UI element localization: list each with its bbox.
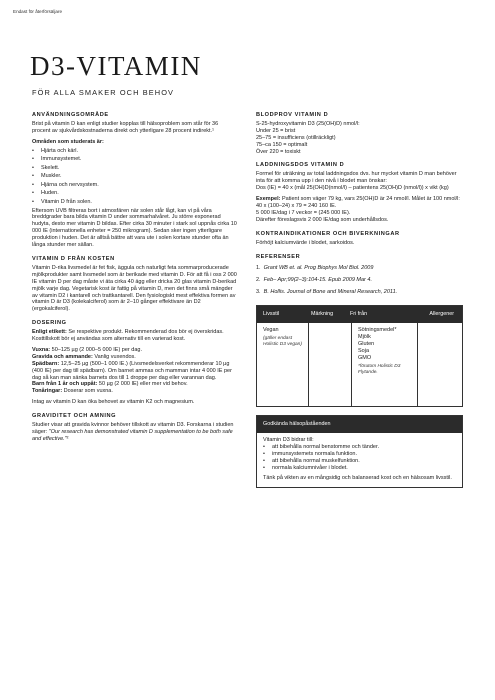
retailer-notice: Endast för återförsäljare <box>13 9 63 14</box>
claims-outro: Tänk på vikten av en mångsidig och balanserad kost och en hälsosam livsstil. <box>263 474 452 481</box>
dosage-label-body: Se respektive produkt. Rekommenderad dos bör ej överskridas. Kosttillskott bör ej användas som alternativ till en varierad kost. <box>32 329 224 343</box>
table-row <box>257 323 462 406</box>
contra-section <box>256 231 463 247</box>
reference-text: Grant WB et. al. Prog Biophys Mol Biol. 2009 <box>263 265 374 272</box>
bloodtest-heading: BLODPROV VITAMIN D <box>256 112 329 118</box>
page-title: D3-VITAMIN <box>30 51 202 81</box>
health-claims-box <box>256 415 463 487</box>
loading-text: Formel för uträkning av total laddningsdos dvs. hur mycket vitamin D man behöver inta för att komma upp i den nivå i blodet man önskar: <box>256 171 457 185</box>
contra-heading: KONTRAINDIKATIONER OCH BIVERKNINGAR <box>256 230 400 237</box>
right-column <box>256 112 463 488</box>
dosage-row-text: 50–125 µg (2 000–5 000 IE) per dag. <box>50 346 142 353</box>
reference-number: 2. <box>256 277 261 284</box>
calc-line: 5 000 IE/dag i 7 veckor = (245 000 IE). <box>256 209 351 216</box>
loading-example <box>256 196 463 203</box>
uvb-text: Eftersom UVB filtreras bort i atmosfären när solen står lågt, kan vi på våra breddgrader bara bilda vitamin D under sommarhalvåret. Ju större exponerad hudyta, desto mer vitamin D bildas. Efter cirka 30 minuter i stark sol uppnås cirka 10 000 IE (internationella enheter = 250 mikrogram). Sedan sker ingen ytterligare produktion i huden. Det är alltså bättre att vara ute i solen kortare stunder ofta än långa stunder mer sällan. <box>32 207 237 249</box>
dosage-rows <box>32 347 238 395</box>
free-from-item: GMO <box>358 354 372 361</box>
bloodtest-line: Under 25 = brist <box>256 127 296 134</box>
dosage-row-label: Gravida och ammande: <box>32 353 93 360</box>
loading-heading: LADDNINGSDOS VITAMIN D <box>256 162 345 169</box>
page-subtitle: FÖR ALLA SMAKER OCH BEHOV <box>32 88 175 97</box>
table-header <box>257 306 462 323</box>
health-claims-body <box>257 433 462 486</box>
dosage-row-text: Doserar som vuxna. <box>62 388 113 395</box>
dosage-row <box>32 361 238 382</box>
list-item: • immunsystemets normala funktion. <box>263 451 456 458</box>
example-text: Patient som väger 79 kg, vars 25(OH)D är 24 nmol/l. Målet är 100 nmol/l: <box>280 196 460 203</box>
calc-line: 40 x (100–24) x 79 = 240 160 IE. <box>256 202 337 209</box>
reference-item <box>256 265 463 272</box>
dosage-heading: DOSERING <box>32 320 67 327</box>
dosage-label-heading: Enligt etikett: <box>32 329 67 336</box>
list-item: • Skelett. <box>32 165 238 172</box>
dosage-row-text: 12,5–25 µg (500–1 000 IE.) (Livsmedelsverket rekommenderar 10 µg (400 IE) per dag till spädbarn). Om barnet ammas och mamman intar 4 000 IE per dag så kan man sänka barnets dos till 1 droppe per dag eller varannan dag. <box>32 360 232 381</box>
dosage-row <box>32 354 238 361</box>
pregnancy-text <box>32 422 238 443</box>
header-lifestyle: Livsstil <box>263 311 280 318</box>
reference-item <box>256 289 463 296</box>
free-from-note: *förutom Holistic D3 Flytande. <box>358 363 401 375</box>
usage-heading: ANVÄNDNINGSOMRÅDE <box>32 112 109 118</box>
product-info-table <box>256 305 463 407</box>
studied-areas-heading: Områden som studerats är: <box>32 138 104 145</box>
dosage-row-label: Tonåringar: <box>32 388 63 395</box>
health-claims-heading: Godkända hälsopåståenden <box>257 416 462 433</box>
bloodtest-line: Över 220 = toxiskt <box>256 148 301 155</box>
list-item: • Huden. <box>32 190 238 197</box>
header-free-from: Fri från <box>350 311 368 318</box>
pregnancy-text-start: Studier visar att gravida kvinnor behöver tillskott av vitamin D3. Forskarna i studien säger: <box>32 422 234 435</box>
left-column <box>32 112 238 450</box>
contra-text: Förhöjt kalciumvärde i blodet, sarkoidos. <box>256 239 355 246</box>
dosage-row <box>32 388 238 395</box>
magnesium-text: Intag av vitamin D kan öka behovet av vitamin K2 och magnesium. <box>32 399 195 406</box>
list-item: • normala kalciumnivåer i blodet. <box>263 465 456 472</box>
reference-number: 1. <box>256 265 261 272</box>
list-item: • att bibehålla normal muskelfunktion. <box>263 458 456 465</box>
dosage-row-text: Vanlig vuxendos. <box>92 353 136 360</box>
dosage-label-text <box>32 329 238 343</box>
dosage-row-text: 50 µg (2 000 IE) eller mer vid behov. <box>97 381 188 388</box>
reference-number: 3. <box>256 289 261 296</box>
bloodtest-intro: S-25-hydroxyvitamin D3 (25(OH)D) nmol/l: <box>256 120 360 127</box>
usage-text: Brist på vitamin D kan enligt studier kopplas till hälsoproblem som står för 36 procent av sjukvårdskostnaderna direkt och ytterligare 28 procent indirekt.¹ <box>32 120 219 134</box>
food-heading: VITAMIN D FRÅN KOSTEN <box>32 255 115 262</box>
pregnancy-section <box>32 413 238 443</box>
free-from-item: Mjölk <box>358 334 371 341</box>
cell-labeling <box>308 323 351 406</box>
loading-section <box>256 162 463 223</box>
dosage-row-label: Vuxna: <box>32 346 51 353</box>
pregnancy-ref: ² <box>66 435 69 442</box>
claims-intro: Vitamin D3 bidrar till: <box>263 437 314 444</box>
free-from-item: Gluten <box>358 340 375 347</box>
usage-section <box>32 112 238 249</box>
cell-free-from <box>351 323 417 406</box>
list-item: • Immunsystemet. <box>32 156 238 163</box>
studied-areas-list <box>32 148 238 206</box>
dosage-row-label: Barn från 1 år och uppåt: <box>32 381 98 388</box>
free-from-item: Soja <box>358 347 370 354</box>
dosage-row-label: Spädbarn: <box>32 360 60 367</box>
list-item: • Muskler. <box>32 173 238 180</box>
reference-text: B. Hollis. Journal of Bone and Mineral Research, 2011. <box>263 289 398 296</box>
dosage-section <box>32 320 238 406</box>
header-labeling: Märkning <box>311 311 334 318</box>
list-item: • Hjärta och kärl. <box>32 148 238 155</box>
header-allergens: Allergener <box>429 311 454 318</box>
bloodtest-line: 25–75 = insufficiens (otillräckligt) <box>256 134 336 141</box>
list-item: • att bibehålla normal benstomme och tänder. <box>263 444 456 451</box>
bloodtest-line: 75–ca 150 = optimalt <box>256 141 308 148</box>
lifestyle-value: Vegan <box>263 327 279 334</box>
references-section <box>256 254 463 297</box>
lifestyle-note: (gäller endast Holistic D3 vegan) <box>263 336 302 348</box>
reference-text: Feb– Apr;99(2–3):104-15. Epub 2009 Mar 4. <box>263 277 372 284</box>
list-item: • Vitamin D från solen. <box>32 199 238 206</box>
loading-formula: Dos (IE) = 40 x (mål 25(OH)D(nmol/l) – patientens 25(OH)D (nmol/l)) x vikt (kg) <box>256 185 449 192</box>
references-heading: REFERENSER <box>256 253 301 260</box>
cell-lifestyle <box>257 323 308 406</box>
list-item: • Hjärna och nervsystem. <box>32 182 238 189</box>
dosage-row <box>32 347 238 354</box>
food-section <box>32 256 238 313</box>
cell-allergens <box>417 323 462 406</box>
bloodtest-section <box>256 112 463 155</box>
reference-item <box>256 277 463 284</box>
pregnancy-heading: GRAVIDITET OCH AMNING <box>32 413 117 420</box>
food-text: Vitamin D-rika livsmedel är fet fisk, äggula och naturligt feta sommarproducerade mjölkprodukter samt livsmedel som är berikade med vitamin D. För att få i oss 2 000 IE vitamin D per dag måste vi äta cirka 40 ägg eller dricka 20 glas vitamin D-berikad mjölk varje dag. Vegetarisk kost är fattig på vitamin D, men det finns små mängder av vitamin D2 i kantarell och trattkantarell. Den fysiologiskt mest effektiva formen av vitamin D är D3 (kolekalciferol) som är 2–10 gånger effektivare än D2 (ergokalciferol). <box>32 264 237 313</box>
pregnancy-quote: "Our research has demonstrated vitamin D supplementation to be both safe and effective." <box>32 429 233 442</box>
free-from-item: Sötningsmedel* <box>358 327 397 334</box>
example-label: Exempel: <box>256 196 281 203</box>
claims-list <box>263 444 456 472</box>
calc-line: Därefter föreslagsvis 2 000 IE/dag som underhållsdos. <box>256 216 389 223</box>
